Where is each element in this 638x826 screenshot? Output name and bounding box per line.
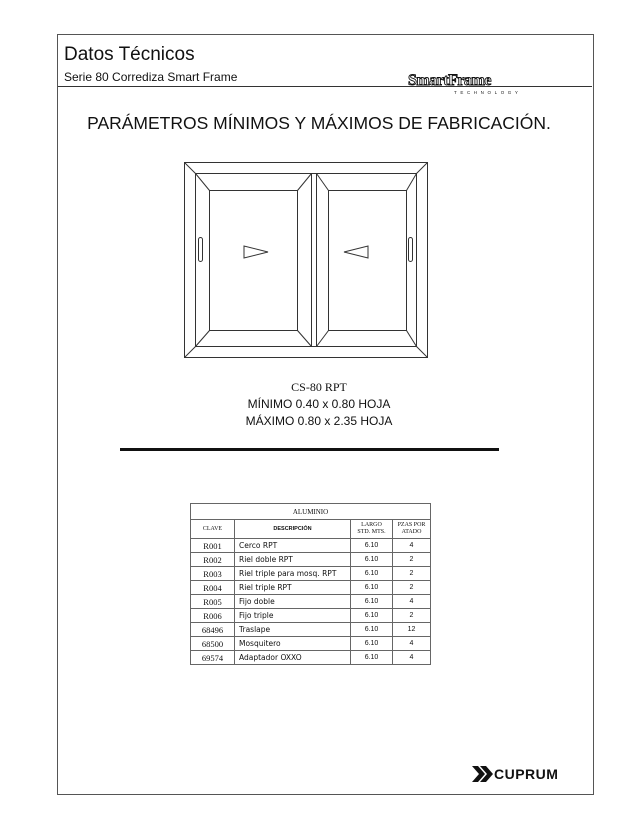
cell-largo: 6.10 — [351, 581, 393, 595]
cell-largo: 6.10 — [351, 637, 393, 651]
table-row — [191, 651, 431, 665]
smartframe-logo-word: SmartFrame — [408, 72, 491, 89]
cell-clave: 68496 — [191, 623, 235, 637]
table-caption: ALUMINIO — [191, 504, 431, 520]
cell-descripcion: Adaptador OXXO — [235, 651, 351, 665]
cuprum-logo — [472, 764, 572, 784]
spec-model: CS-80 RPT — [291, 380, 347, 394]
cell-pzas: 12 — [393, 623, 431, 637]
cell-descripcion: Traslape — [235, 623, 351, 637]
section-divider — [120, 448, 499, 451]
column-header-largo — [351, 520, 393, 539]
cell-pzas: 2 — [393, 567, 431, 581]
cell-largo: 6.10 — [351, 567, 393, 581]
column-header-largo-line1: LARGO — [361, 522, 382, 528]
aluminum-profiles-table — [190, 503, 430, 665]
cell-descripcion: Riel triple para mosq. RPT — [235, 567, 351, 581]
table-row — [191, 567, 431, 581]
smartframe-logo — [408, 72, 522, 98]
cell-largo: 6.10 — [351, 609, 393, 623]
cell-descripcion: Riel triple RPT — [235, 581, 351, 595]
column-header-pzas-line2: ATADO — [401, 529, 422, 535]
table-row — [191, 553, 431, 567]
cell-descripcion: Fijo triple — [235, 609, 351, 623]
column-header-clave: CLAVE — [191, 520, 235, 539]
section-title: PARÁMETROS MÍNIMOS Y MÁXIMOS DE FABRICACIÓN. — [87, 113, 551, 133]
cell-largo: 6.10 — [351, 553, 393, 567]
cell-pzas: 2 — [393, 553, 431, 567]
cell-pzas: 2 — [393, 581, 431, 595]
cell-descripcion: Fijo doble — [235, 595, 351, 609]
sliding-window-diagram-icon — [184, 162, 428, 358]
document-subtitle: Serie 80 Corrediza Smart Frame — [64, 70, 238, 84]
cell-largo: 6.10 — [351, 539, 393, 553]
cell-descripcion: Cerco RPT — [235, 539, 351, 553]
cell-clave: R002 — [191, 553, 235, 567]
cell-pzas: 4 — [393, 595, 431, 609]
spec-minimum: MÍNIMO 0.40 x 0.80 HOJA — [247, 397, 391, 411]
table-row — [191, 581, 431, 595]
smartframe-logo-tagline: TECHNOLOGY — [454, 90, 522, 95]
table-row — [191, 637, 431, 651]
table-row — [191, 609, 431, 623]
cell-pzas: 4 — [393, 651, 431, 665]
column-header-pzas — [393, 520, 431, 539]
cell-clave: R003 — [191, 567, 235, 581]
cell-clave: 69574 — [191, 651, 235, 665]
column-header-largo-line2: STD. MTS. — [357, 529, 386, 535]
document-title: Datos Técnicos — [64, 44, 195, 65]
cell-largo: 6.10 — [351, 595, 393, 609]
cuprum-chevrons-icon — [472, 764, 494, 784]
cell-pzas: 2 — [393, 609, 431, 623]
cell-pzas: 4 — [393, 539, 431, 553]
cell-largo: 6.10 — [351, 651, 393, 665]
cell-clave: R001 — [191, 539, 235, 553]
column-header-pzas-line1: PZAS POR — [397, 522, 426, 528]
table-row — [191, 623, 431, 637]
column-header-descripcion: DESCRIPCIÓN — [235, 520, 351, 539]
table-row — [191, 539, 431, 553]
cell-descripcion: Riel doble RPT — [235, 553, 351, 567]
cell-largo: 6.10 — [351, 623, 393, 637]
cell-clave: R005 — [191, 595, 235, 609]
table-row — [191, 595, 431, 609]
cell-descripcion: Mosquitero — [235, 637, 351, 651]
cell-clave: R004 — [191, 581, 235, 595]
spec-maximum: MÁXIMO 0.80 x 2.35 HOJA — [245, 414, 393, 428]
cuprum-logo-word: CUPRUM — [494, 766, 559, 782]
cell-pzas: 4 — [393, 637, 431, 651]
cell-clave: 68500 — [191, 637, 235, 651]
cell-clave: R006 — [191, 609, 235, 623]
